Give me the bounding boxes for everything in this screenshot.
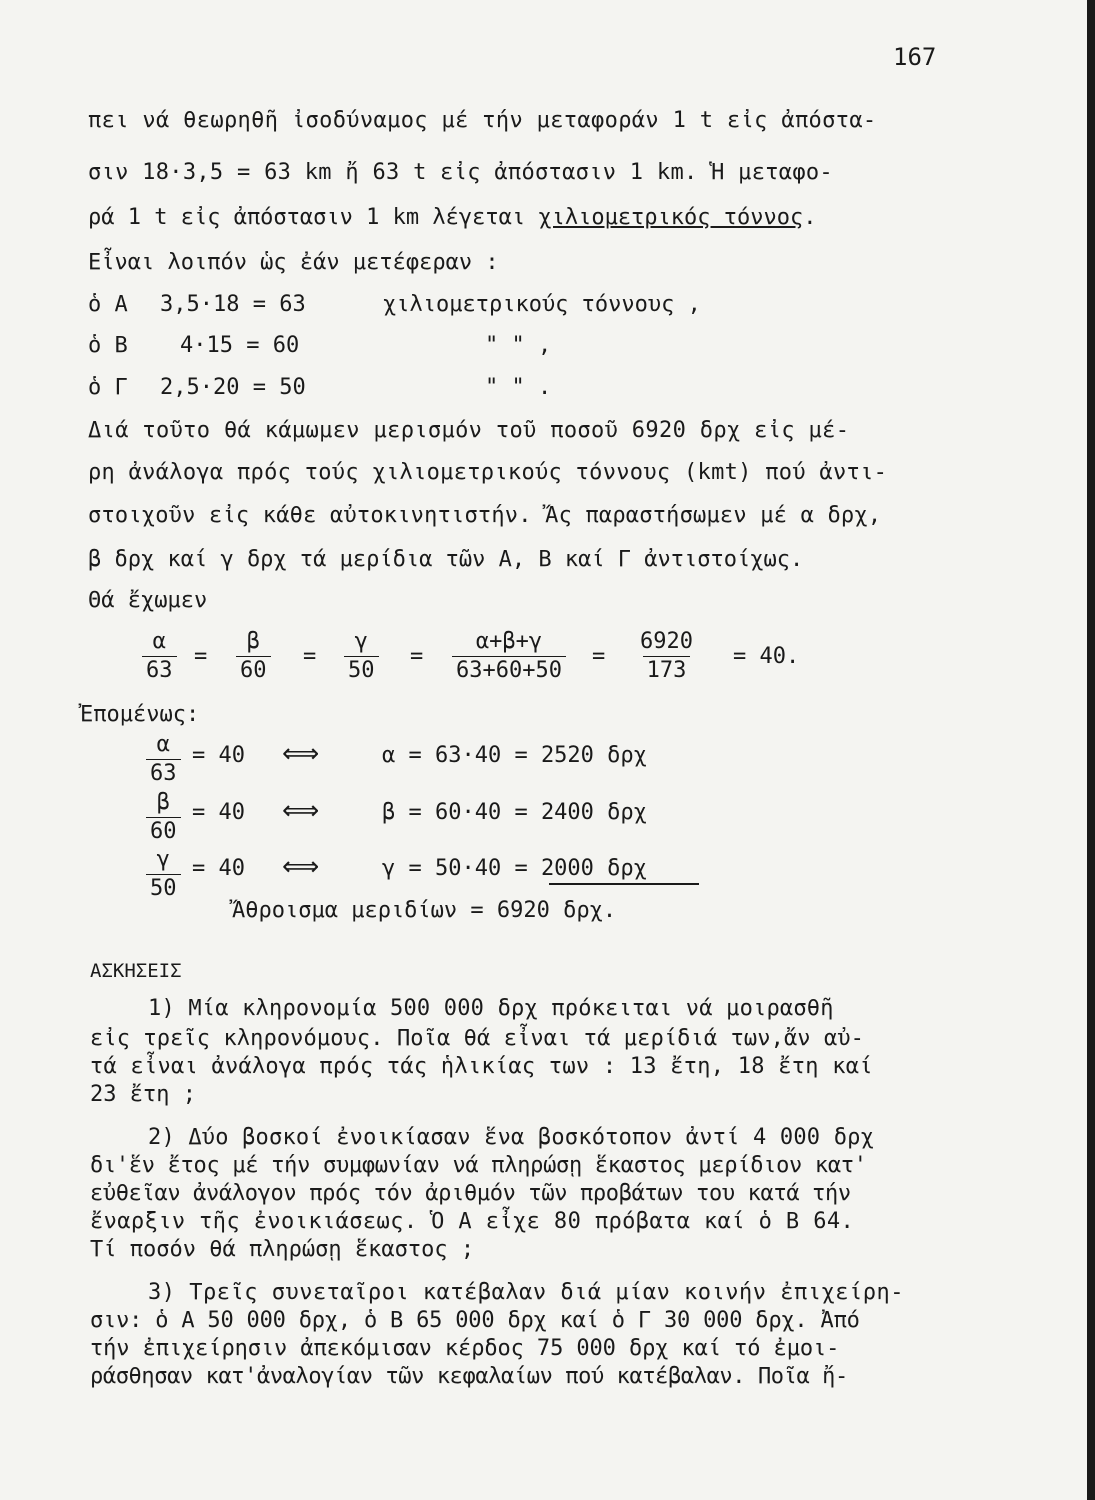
fraction-total bbox=[636, 630, 697, 683]
double-arrow-icon: ⟺ bbox=[282, 739, 320, 769]
sum-line: Ἄθροισμα μεριδίων = 6920 δρχ. bbox=[232, 898, 617, 923]
share-a-fraction bbox=[146, 733, 181, 786]
person-b-unit: " " , bbox=[485, 333, 552, 358]
share-c-fraction bbox=[146, 848, 181, 901]
text-line: Διά τοῦτο θά κάμωμεν μερισμόν τοῦ ποσοῦ 6920 δρχ εἰς μέ- bbox=[88, 418, 850, 443]
numerator: 6920 bbox=[640, 629, 693, 654]
exercise-2-line: 2) Δύο βοσκοί ἐνοικίασαν ἕνα βοσκότοπον ἀντί 4 000 δρχ bbox=[148, 1125, 875, 1150]
numerator: α+β+γ bbox=[475, 629, 543, 654]
equals-sign: = bbox=[194, 644, 208, 669]
denominator: 50 bbox=[146, 874, 181, 901]
exercise-3-line: σιν: ὁ Α 50 000 δρχ, ὁ Β 65 000 δρχ καί ὁ Γ 30 000 δρχ. Ἀπό bbox=[90, 1308, 860, 1333]
proportion-result: = 40. bbox=[733, 644, 800, 669]
share-b-result: β = 60·40 = 2400 δρχ bbox=[382, 800, 647, 825]
scan-edge bbox=[1087, 0, 1095, 1500]
fraction-alpha bbox=[142, 630, 177, 683]
person-a-calc: 3,5·18 = 63 bbox=[160, 292, 306, 317]
share-b-fraction bbox=[146, 791, 181, 844]
exercise-2-line: ἔναρξιν τῆς ἐνοικιάσεως. Ὁ Α εἶχε 80 πρόβατα καί ὁ Β 64. bbox=[90, 1209, 855, 1234]
exercise-3-line: ράσθησαν κατ'ἀναλογίαν τῶν κεφαλαίων πού κατέβαλαν. Ποῖα ἤ- bbox=[90, 1364, 848, 1389]
person-c-calc: 2,5·20 = 50 bbox=[160, 375, 306, 400]
exercise-2-line: εὐθεῖαν ἀνάλογον πρός τόν ἀριθμόν τῶν προβάτων του κατά τήν bbox=[90, 1181, 851, 1206]
text-line: Θά ἔχωμεν bbox=[88, 588, 208, 613]
denominator: 63 bbox=[142, 656, 177, 683]
exercise-1-line: 23 ἔτη ; bbox=[90, 1082, 196, 1107]
exercise-1-line: 1) Μία κληρονομία 500 000 δρχ πρόκειται νά μοιρασθῆ bbox=[148, 996, 834, 1021]
person-a-name: ὁ Α bbox=[88, 292, 128, 317]
equals-sign: = bbox=[303, 644, 317, 669]
text-line: β δρχ καί γ δρχ τά μερίδια τῶν Α, Β καί Γ ἀντιστοίχως. bbox=[88, 547, 804, 572]
numerator: β bbox=[246, 629, 260, 654]
numerator: γ bbox=[156, 847, 170, 872]
fraction-gamma bbox=[344, 630, 379, 683]
exercise-2-line: δι'ἕν ἔτος μέ τήν συμφωνίαν νά πληρώσῃ ἕκαστος μερίδιον κατ' bbox=[90, 1153, 867, 1178]
denominator: 173 bbox=[643, 656, 691, 683]
fraction-sum bbox=[452, 630, 566, 683]
text-fragment: ρά 1 t εἰς ἀπόστασιν 1 km λέγεται bbox=[88, 205, 539, 230]
fraction-beta bbox=[236, 630, 271, 683]
consequently-label: Ἐπομένως: bbox=[80, 702, 200, 727]
defined-term: χιλιομετρικός τόννος bbox=[538, 205, 804, 230]
exercise-1-line: εἰς τρεῖς κληρονόμους. Ποῖα θά εἶναι τά μερίδιά των,ἄν αὐ- bbox=[90, 1026, 865, 1051]
text-line: ρη ἀνάλογα πρός τούς χιλιομετρικούς τόννους (kmt) πού ἀντι- bbox=[88, 460, 888, 485]
denominator: 63 bbox=[146, 759, 181, 786]
exercise-3-line: 3) Τρεῖς συνεταῖροι κατέβαλαν διά μίαν κοινήν ἐπιχείρη- bbox=[148, 1280, 904, 1305]
denominator: 50 bbox=[344, 656, 379, 683]
text-line bbox=[88, 205, 817, 231]
person-b-name: ὁ Β bbox=[88, 333, 128, 358]
exercise-3-line: τήν ἐπιχείρησιν ἀπεκόμισαν κέρδος 75 000 δρχ καί τό ἐμοι- bbox=[90, 1336, 840, 1361]
person-c-name: ὁ Γ bbox=[88, 375, 128, 400]
share-a-result: α = 63·40 = 2520 δρχ bbox=[382, 743, 647, 768]
double-arrow-icon: ⟺ bbox=[282, 796, 320, 826]
text-line: πει νά θεωρηθῆ ἰσοδύναμος μέ τήν μεταφοράν 1 t εἰς ἀπόστα- bbox=[88, 108, 877, 133]
numerator: α bbox=[156, 732, 170, 757]
share-a-eq: = 40 bbox=[192, 743, 245, 768]
denominator: 60 bbox=[236, 656, 271, 683]
share-c-eq: = 40 bbox=[192, 856, 245, 881]
share-b-eq: = 40 bbox=[192, 800, 245, 825]
numerator: β bbox=[156, 790, 170, 815]
equals-sign: = bbox=[410, 644, 424, 669]
share-c-result: γ = 50·40 = 2000 δρχ bbox=[382, 856, 647, 881]
exercise-2-line: Τί ποσόν θά πληρώσῃ ἕκαστος ; bbox=[90, 1237, 475, 1262]
equals-sign: = bbox=[592, 644, 606, 669]
person-a-unit: χιλιομετρικούς τόννους , bbox=[383, 292, 701, 317]
sum-rule bbox=[549, 883, 699, 885]
period: . bbox=[803, 205, 817, 230]
person-b-calc: 4·15 = 60 bbox=[180, 333, 300, 358]
exercises-heading: ΑΣΚΗΣΕΙΣ bbox=[90, 960, 182, 982]
exercise-1-line: τά εἶναι ἀνάλογα πρός τάς ἡλικίας των : 13 ἔτη, 18 ἔτη καί bbox=[90, 1054, 873, 1079]
text-line: σιν 18·3,5 = 63 km ἤ 63 t εἰς ἀπόστασιν 1 km. Ἡ μεταφο- bbox=[88, 160, 833, 185]
text-line: Εἶναι λοιπόν ὡς ἐάν μετέφεραν : bbox=[88, 250, 499, 275]
text-line: στοιχοῦν εἰς κάθε αὐτοκινητιστήν. Ἄς παραστήσωμεν μέ α δρχ, bbox=[88, 503, 882, 528]
numerator: α bbox=[152, 629, 166, 654]
denominator: 60 bbox=[146, 817, 181, 844]
numerator: γ bbox=[354, 629, 368, 654]
person-c-unit: " " . bbox=[485, 375, 552, 400]
page-number: 167 bbox=[893, 43, 937, 71]
double-arrow-icon: ⟺ bbox=[282, 852, 320, 882]
denominator: 63+60+50 bbox=[452, 656, 566, 683]
